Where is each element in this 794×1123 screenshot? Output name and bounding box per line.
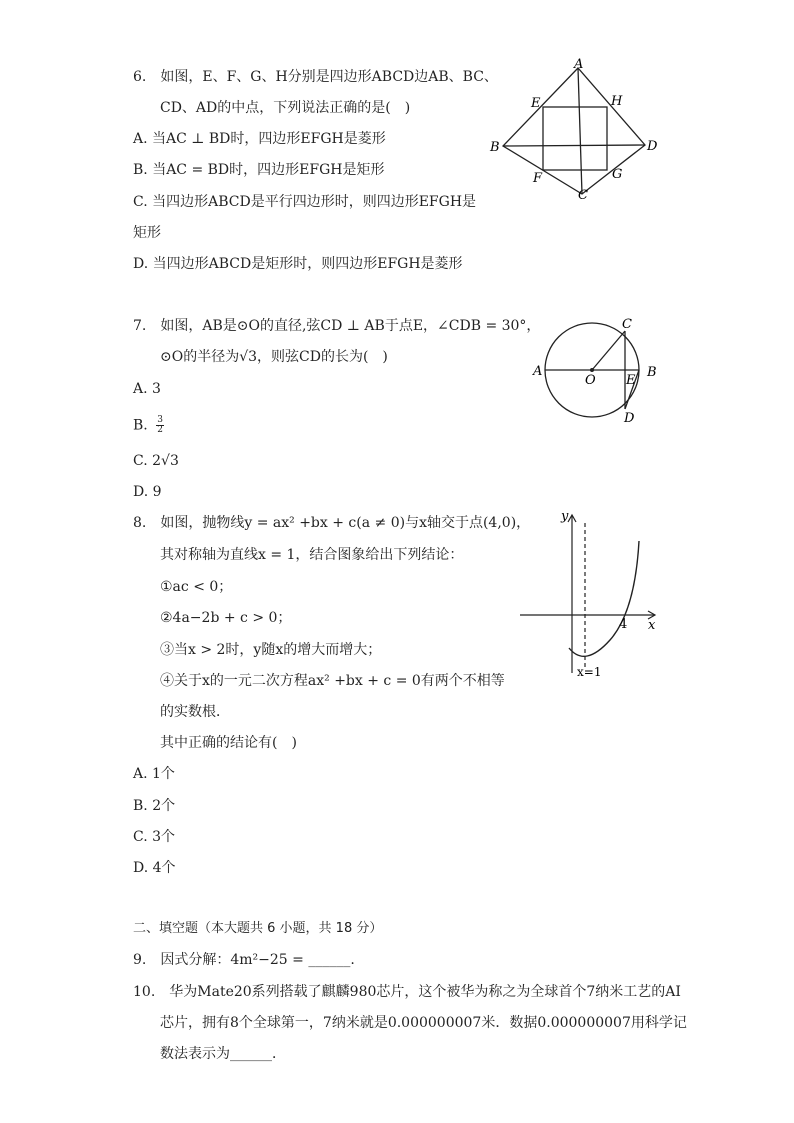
q8-conclusion-1: ①ac < 0；: [160, 579, 233, 595]
q7-label-d: D: [624, 411, 635, 426]
q6-label-d: D: [647, 139, 658, 154]
q6-stem-line1: 6. 如图，E、F、G、H分别是四边形ABCD边AB、BC、: [133, 69, 498, 85]
q6-stem-line2: CD、AD的中点，下列说法正确的是( ): [160, 100, 411, 116]
q8-option-d: D. 4个: [133, 860, 176, 876]
q10-line3: 数法表示为______．: [160, 1046, 286, 1062]
q6-option-d: D. 当四边形ABCD是矩形时，则四边形EFGH是菱形: [133, 256, 463, 272]
q8-conclusion-4-cont: 的实数根．: [160, 704, 230, 720]
q7-label-e: E: [626, 373, 636, 388]
q8-label-axis: x=1: [577, 665, 602, 679]
q8-stem-line2: 其对称轴为直线x = 1，结合图象给出下列结论：: [160, 547, 464, 563]
q6-label-c: C: [578, 188, 588, 203]
q8-option-a: A. 1个: [133, 766, 175, 782]
q7-option-a: A. 3: [133, 381, 161, 397]
q8-label-four: 4: [619, 617, 628, 632]
q6-label-f: F: [533, 171, 543, 186]
q7-fraction-denominator: 2: [157, 425, 163, 435]
q6-label-h: H: [611, 94, 623, 109]
q7-stem-line1: 7. 如图，AB是⊙O的直径,弦CD ⊥ AB于点E，∠CDB = 30°，: [133, 318, 541, 334]
q6-label-g: G: [612, 167, 623, 182]
q8-label-y: y: [561, 509, 569, 524]
q7-circle-figure: [528, 313, 668, 431]
q7-label-o: O: [585, 373, 596, 388]
q7-fraction-numerator: 3: [157, 415, 163, 425]
q6-option-c: C. 当四边形ABCD是平行四边形时，则四边形EFGH是: [133, 194, 477, 210]
q8-conclusion-2: ②4a−2b + c > 0；: [160, 610, 292, 626]
q7-label-b: B: [647, 365, 657, 380]
q8-conclusion-4: ④关于x的一元二次方程ax² +bx + c = 0有两个不相等: [160, 673, 505, 689]
q6-label-b: B: [490, 140, 500, 155]
q7-option-b: [133, 416, 164, 435]
q7-label-c: C: [622, 317, 632, 332]
q6-label-e: E: [531, 96, 541, 111]
q7-stem-line2: ⊙O的半径为√3，则弦CD的长为( ): [160, 349, 388, 365]
q6-option-b: B. 当AC = BD时，四边形EFGH是矩形: [133, 162, 385, 178]
q6-label-a: A: [574, 57, 584, 72]
q9-text: 9. 因式分解：4m²−25 = ______.: [133, 952, 355, 968]
q7-option-d: D. 9: [133, 484, 162, 500]
q7-label-a: A: [533, 364, 543, 379]
q6-quadrilateral-figure: [485, 55, 665, 205]
q8-conclusion-3: ③当x > 2时，y随x的增大而增大；: [160, 642, 382, 658]
q7-option-b-fraction: [156, 416, 164, 435]
q8-question: 其中正确的结论有( ): [160, 735, 297, 751]
q10-line2: 芯片，拥有8个全球第一，7纳米就是0.000000007米．数据0.000000007用科学记: [160, 1015, 687, 1031]
q8-stem-line1: 8. 如图，抛物线y = ax² +bx + c(a ≠ 0)与x轴交于点(4,0)，: [133, 515, 531, 531]
q7-option-c: C. 2√3: [133, 453, 179, 469]
q6-option-a: A. 当AC ⊥ BD时，四边形EFGH是菱形: [133, 131, 386, 147]
q7-option-b-label: B.: [133, 417, 148, 434]
q8-option-b: B. 2个: [133, 798, 176, 814]
q8-option-c: C. 3个: [133, 829, 176, 845]
q8-label-x: x: [648, 618, 656, 633]
q10-line1: 10. 华为Mate20系列搭载了麒麟980芯片，这个被华为称之为全球首个7纳米工艺的AI: [133, 984, 681, 1000]
q7-center-point: [590, 368, 594, 372]
q8-parabola-figure: [515, 505, 665, 685]
section2-title: 二、填空题（本大题共 6 小题，共 18 分）: [133, 921, 383, 936]
q6-option-c-cont: 矩形: [133, 225, 161, 241]
